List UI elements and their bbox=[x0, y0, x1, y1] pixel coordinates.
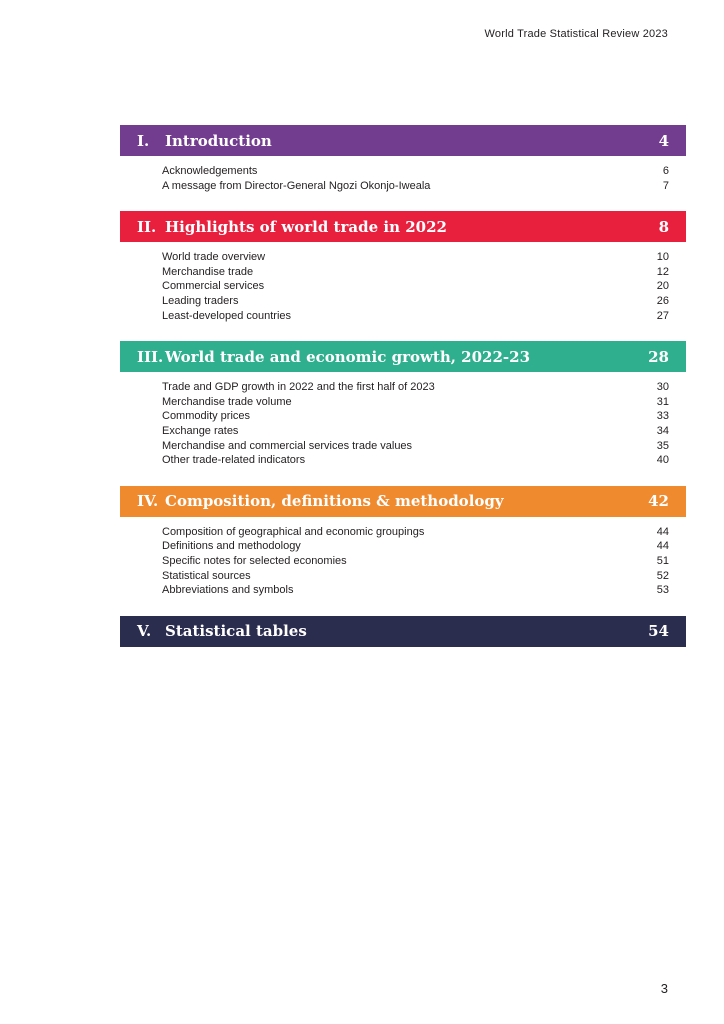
toc-entry[interactable] bbox=[162, 179, 669, 194]
section-title: Composition, definitions & methodology bbox=[165, 492, 504, 511]
toc-entry[interactable] bbox=[162, 265, 669, 280]
section-page-number: 42 bbox=[648, 492, 669, 511]
toc-entry-label: Specific notes for selected economies bbox=[162, 554, 347, 567]
toc-entry-page: 20 bbox=[656, 280, 669, 293]
toc-entry-page: 35 bbox=[656, 439, 669, 452]
toc-entry[interactable] bbox=[162, 409, 669, 424]
toc-entry-label: Commercial services bbox=[162, 280, 265, 293]
section-numeral: V. bbox=[137, 622, 152, 641]
section-title: World trade and economic growth, 2022-23 bbox=[165, 347, 531, 366]
toc-entry-label: Least-developed countries bbox=[162, 309, 292, 322]
toc-entry[interactable] bbox=[162, 539, 669, 554]
section-title: Highlights of world trade in 2022 bbox=[165, 217, 447, 236]
section-bar[interactable] bbox=[120, 211, 686, 242]
toc-entry-label: Merchandise and commercial services trade values bbox=[162, 439, 413, 452]
toc-entry[interactable] bbox=[162, 164, 669, 179]
running-header-title: World Trade Statistical Review 2023 bbox=[484, 28, 668, 40]
section-items bbox=[120, 156, 686, 193]
toc-entry-label: A message from Director-General Ngozi Okonjo-Iweala bbox=[162, 179, 431, 192]
toc-entry-page: 10 bbox=[656, 251, 669, 264]
page-number: 3 bbox=[660, 981, 668, 996]
toc-entry-page: 44 bbox=[656, 525, 669, 538]
toc-section-highlights bbox=[120, 211, 686, 323]
toc-entry-page: 7 bbox=[662, 179, 669, 192]
toc-entry-label: Exchange rates bbox=[162, 424, 239, 437]
section-numeral: I. bbox=[137, 131, 150, 150]
section-items bbox=[120, 372, 686, 468]
toc-entry[interactable] bbox=[162, 395, 669, 410]
section-numeral: IV. bbox=[137, 492, 159, 511]
toc-entry[interactable] bbox=[162, 279, 669, 294]
toc-section-statistical-tables bbox=[120, 616, 686, 647]
section-title: Statistical tables bbox=[165, 622, 307, 641]
toc-entry-label: Statistical sources bbox=[162, 569, 251, 582]
toc-entry[interactable] bbox=[162, 309, 669, 324]
toc-entry-page: 33 bbox=[656, 410, 669, 423]
section-numeral: II. bbox=[137, 217, 157, 236]
section-page-number: 54 bbox=[648, 622, 669, 641]
section-bar[interactable] bbox=[120, 341, 686, 372]
toc-entry[interactable] bbox=[162, 583, 669, 598]
toc-section-introduction bbox=[120, 125, 686, 193]
toc-entry[interactable] bbox=[162, 380, 669, 395]
section-page-number: 28 bbox=[648, 347, 669, 366]
toc-section-methodology bbox=[120, 486, 686, 598]
toc-entry[interactable] bbox=[162, 525, 669, 540]
toc-entry-label: Leading traders bbox=[162, 294, 239, 307]
section-numeral: III. bbox=[137, 347, 164, 366]
toc-entry[interactable] bbox=[162, 294, 669, 309]
toc-entry-page: 52 bbox=[656, 569, 669, 582]
toc-entry-label: Definitions and methodology bbox=[162, 540, 301, 553]
toc-entry[interactable] bbox=[162, 250, 669, 265]
toc-entry[interactable] bbox=[162, 453, 669, 468]
toc-entry-page: 51 bbox=[656, 554, 669, 567]
toc-entry-label: Trade and GDP growth in 2022 and the first half of 2023 bbox=[162, 381, 435, 394]
toc-entry-label: Acknowledgements bbox=[162, 165, 258, 177]
toc-entry-label: Abbreviations and symbols bbox=[162, 584, 294, 597]
toc-section-economic-growth bbox=[120, 341, 686, 468]
toc-entry-label: World trade overview bbox=[162, 251, 266, 264]
toc-entry-page: 44 bbox=[656, 540, 669, 553]
toc-entry-page: 30 bbox=[656, 381, 669, 394]
toc-entry-label: Merchandise trade volume bbox=[162, 395, 292, 408]
toc-entry-page: 27 bbox=[656, 309, 669, 322]
toc-entry[interactable] bbox=[162, 569, 669, 584]
toc-entry[interactable] bbox=[162, 424, 669, 439]
toc-entry-page: 40 bbox=[656, 454, 669, 467]
section-bar[interactable] bbox=[120, 486, 686, 517]
section-bar[interactable] bbox=[120, 125, 686, 156]
toc-entry-label: Merchandise trade bbox=[162, 265, 254, 278]
section-title: Introduction bbox=[165, 131, 272, 150]
toc-entry-page: 53 bbox=[656, 584, 669, 597]
toc-entry-page: 6 bbox=[662, 165, 669, 177]
toc-entry[interactable] bbox=[162, 439, 669, 454]
toc-entry-label: Commodity prices bbox=[162, 410, 251, 423]
section-items bbox=[120, 517, 686, 598]
table-of-contents bbox=[120, 125, 686, 665]
toc-entry-page: 31 bbox=[656, 395, 669, 408]
toc-entry-page: 12 bbox=[656, 265, 669, 278]
toc-entry-page: 26 bbox=[656, 294, 669, 307]
section-page-number: 8 bbox=[658, 217, 669, 236]
section-bar[interactable] bbox=[120, 616, 686, 647]
section-items bbox=[120, 242, 686, 323]
section-page-number: 4 bbox=[658, 131, 669, 150]
toc-entry-label: Composition of geographical and economic groupings bbox=[162, 525, 425, 538]
toc-entry[interactable] bbox=[162, 554, 669, 569]
toc-entry-label: Other trade-related indicators bbox=[162, 454, 306, 467]
toc-entry-page: 34 bbox=[656, 424, 669, 437]
